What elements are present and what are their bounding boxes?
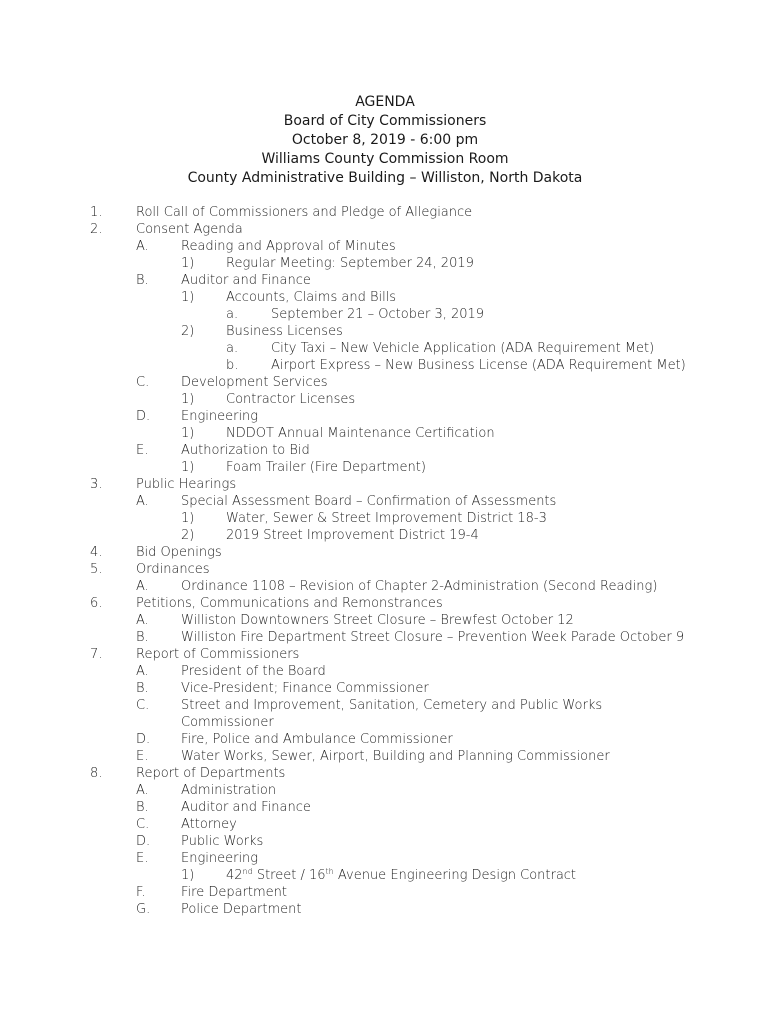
agenda-item-text: Police Department [181,902,302,917]
agenda-item-text: Reading and Approval of Minutes [181,239,396,254]
meeting-room: Williams County Commission Room [261,151,509,167]
agenda-item-text: Business Licenses [226,324,343,339]
agenda-item-number: 1) [181,868,195,883]
agenda-item [0,357,770,374]
agenda-item [0,578,770,595]
agenda-item [0,510,770,527]
agenda-item [0,493,770,510]
agenda-item-text: Williston Fire Department Street Closure – Prevention Week Parade October 9 [181,630,685,645]
agenda-text-part: Avenue Engineering Design Contract [333,868,577,883]
agenda-item-number: 6. [90,596,103,611]
agenda-item-text: September 21 – October 3, 2019 [271,307,485,322]
agenda-item-number: 1) [181,460,195,475]
agenda-item-text: Special Assessment Board – Confirmation of Assessments [181,494,557,509]
agenda-item-text: Fire Department [181,885,287,900]
agenda-item-text: Report of Commissioners [136,647,300,662]
agenda-item [0,204,770,221]
agenda-item-number: C. [136,698,150,713]
agenda-item [0,782,770,799]
agenda-item-text: Public Hearings [136,477,237,492]
agenda-item-number: 1. [90,205,103,220]
meeting-location: County Administrative Building – Williston, North Dakota [187,170,583,186]
agenda-item-number: C. [136,375,150,390]
agenda-item-number: 1) [181,392,195,407]
agenda-item-number: 2) [181,528,195,543]
agenda-item-number: 1) [181,256,195,271]
agenda-text-part: Street / 16 [252,868,326,883]
agenda-item [0,680,770,697]
agenda-item-number: B. [136,800,149,815]
agenda-item-text: Regular Meeting: September 24, 2019 [226,256,474,271]
agenda-item-text: Bid Openings [136,545,222,560]
agenda-item [0,748,770,765]
agenda-item-number: D. [136,409,151,424]
agenda-item [0,391,770,408]
agenda-item-text: 2019 Street Improvement District 19-4 [226,528,479,543]
agenda-item-text: Consent Agenda [136,222,243,237]
agenda-item-text: Street and Improvement, Sanitation, Cemetery and Public Works Commissioner [181,698,603,730]
agenda-item [0,765,770,782]
agenda-item-number: B. [136,681,149,696]
agenda-item [0,425,770,442]
agenda-item-text: Report of Departments [136,766,286,781]
agenda-item [0,884,770,901]
agenda-item [0,476,770,493]
agenda-item [0,289,770,306]
agenda-item-number: G. [136,902,151,917]
agenda-item [0,663,770,680]
agenda-item-number: 7. [90,647,103,662]
agenda-item [0,816,770,833]
agenda-item-text: Auditor and Finance [181,273,311,288]
agenda-item-number: b. [226,358,239,373]
agenda-item [0,255,770,272]
agenda-item [0,612,770,629]
agenda-item-text: Airport Express – New Business License (ADA Requirement Met) [271,358,686,373]
agenda-item-text: Engineering [181,851,259,866]
agenda-item [0,731,770,748]
agenda-item-text: Roll Call of Commissioners and Pledge of Allegiance [136,205,473,220]
agenda-item-number: 1) [181,426,195,441]
agenda-item-number: D. [136,834,151,849]
agenda-item-number: 2) [181,324,195,339]
agenda-item-text: Attorney [181,817,237,832]
agenda-item-text [226,867,576,884]
agenda-item-text: Williston Downtowners Street Closure – Brewfest October 12 [181,613,574,628]
agenda-item-number: 2. [90,222,103,237]
agenda-item-number: C. [136,817,150,832]
agenda-item [0,561,770,578]
agenda-item [0,697,770,731]
agenda-item [0,901,770,918]
agenda-item-number: 4. [90,545,103,560]
agenda-item [0,459,770,476]
agenda-item-text: Petitions, Communications and Remonstrances [136,596,443,611]
meeting-datetime: October 8, 2019 - 6:00 pm [291,132,479,148]
agenda-item-number: F. [136,885,146,900]
agenda-item-text: Administration [181,783,277,798]
agenda-item-number: A. [136,494,149,509]
ordinal-suffix: nd [242,867,253,876]
agenda-item-number: E. [136,749,149,764]
agenda-item-number: 1) [181,511,195,526]
agenda-item [0,629,770,646]
agenda-item [0,374,770,391]
agenda-item-text: City Taxi – New Vehicle Application (ADA Requirement Met) [271,341,655,356]
agenda-item-number: 1) [181,290,195,305]
agenda-item [0,850,770,867]
agenda-item [0,408,770,425]
agenda-item-text: Authorization to Bid [181,443,310,458]
agenda-item [0,306,770,323]
agenda-item [0,833,770,850]
agenda-item-text: Ordinances [136,562,210,577]
agenda-item-number: 3. [90,477,103,492]
agenda-item-number: A. [136,783,149,798]
agenda-heading: AGENDA [355,94,415,110]
agenda-item-number: A. [136,613,149,628]
agenda-item-text: NDDOT Annual Maintenance Certification [226,426,495,441]
agenda-item-number: B. [136,273,149,288]
agenda-item-text: Accounts, Claims and Bills [226,290,397,305]
agenda-item-text: Engineering [181,409,259,424]
agenda-item [0,442,770,459]
agenda-item-text: President of the Board [181,664,326,679]
agenda-item-number: E. [136,443,149,458]
agenda-item-number: A. [136,664,149,679]
agenda-item-number: 8. [90,766,103,781]
board-name: Board of City Commissioners [283,113,487,129]
agenda-item-number: 5. [90,562,103,577]
agenda-text-part: 42 [226,868,243,883]
agenda-item-text: Foam Trailer (Fire Department) [226,460,426,475]
agenda-item-number: a. [226,341,239,356]
agenda-item [0,272,770,289]
agenda-item-number: a. [226,307,239,322]
agenda-item-number: B. [136,630,149,645]
agenda-item-text: Ordinance 1108 – Revision of Chapter 2-Administration (Second Reading) [181,579,658,594]
agenda-item-text: Public Works [181,834,264,849]
agenda-item-text: Development Services [181,375,328,390]
agenda-item [0,867,770,884]
agenda-item [0,221,770,238]
agenda-item-number: D. [136,732,151,747]
agenda-item-number: E. [136,851,149,866]
agenda-item-text: Contractor Licenses [226,392,356,407]
agenda-item [0,646,770,663]
agenda-header [0,93,770,188]
agenda-item-text: Water Works, Sewer, Airport, Building and Planning Commissioner [181,749,610,764]
agenda-item [0,323,770,340]
agenda-item-number: A. [136,239,149,254]
agenda-item-text: Auditor and Finance [181,800,311,815]
agenda-item-text: Vice-President; Finance Commissioner [181,681,429,696]
agenda-item-text: Fire, Police and Ambulance Commissioner [181,732,453,747]
agenda-item [0,527,770,544]
agenda-item [0,238,770,255]
agenda-item [0,799,770,816]
agenda-item [0,595,770,612]
agenda-list [0,204,770,918]
agenda-item-number: A. [136,579,149,594]
agenda-item [0,340,770,357]
agenda-item-text: Water, Sewer & Street Improvement District 18-3 [226,511,547,526]
ordinal-suffix: th [325,867,334,876]
agenda-item [0,544,770,561]
